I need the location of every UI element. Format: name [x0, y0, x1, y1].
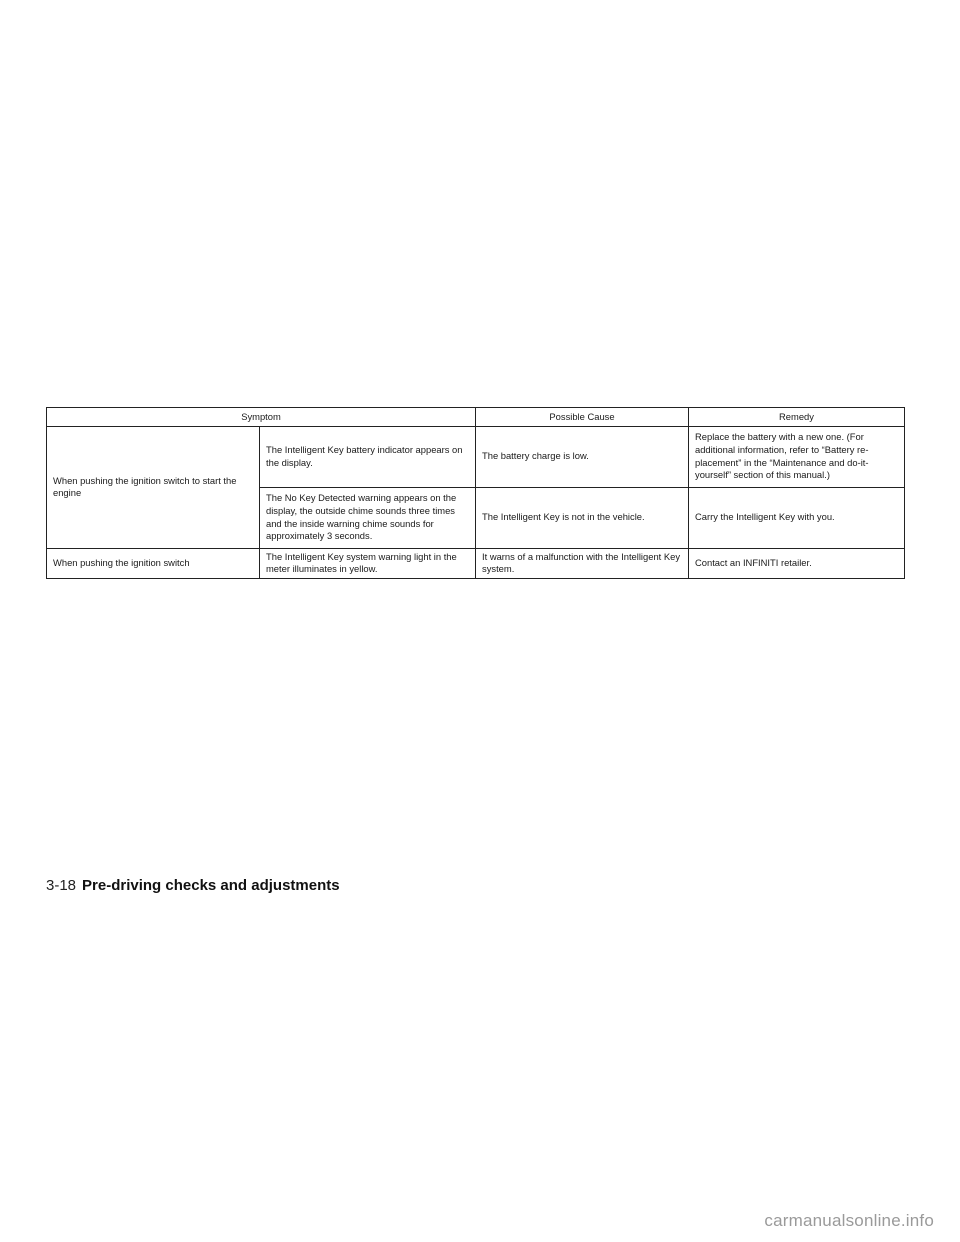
symptom-cell: The No Key Detected warning appears on the display, the outside chime sounds three times and the inside warning chime sounds for approximately 3 seconds.	[260, 487, 476, 548]
symptom-cell: The Intelligent Key battery indicator appears on the display.	[260, 426, 476, 487]
cause-cell: The battery charge is low.	[476, 426, 689, 487]
watermark: carmanualsonline.info	[764, 1211, 934, 1230]
troubleshooting-table	[46, 407, 905, 579]
remedy-cell: Replace the battery with a new one. (For additional information, refer to “Battery re-placement” in the “Maintenance and do-it-yourself” section of this manual.)	[689, 426, 905, 487]
cause-cell: The Intelligent Key is not in the vehicle.	[476, 487, 689, 548]
page-number: 3-18	[46, 877, 77, 894]
symptom-cell: The Intelligent Key system warning light in the meter illuminates in yellow.	[260, 548, 476, 578]
header-symptom: Symptom	[47, 408, 476, 427]
remedy-cell: Contact an INFINITI retailer.	[689, 548, 905, 578]
header-possible-cause: Possible Cause	[476, 408, 689, 427]
table-row	[47, 548, 905, 578]
table-row	[47, 426, 905, 487]
condition-cell: When pushing the ignition switch	[47, 548, 260, 578]
remedy-cell: Carry the Intelligent Key with you.	[689, 487, 905, 548]
cause-cell: It warns of a malfunction with the Intelligent Key system.	[476, 548, 689, 578]
condition-cell: When pushing the ignition switch to start the engine	[47, 426, 260, 548]
section-title: Pre-driving checks and adjustments	[82, 877, 340, 894]
header-remedy: Remedy	[689, 408, 905, 427]
page-footer	[46, 877, 340, 894]
table-header-row	[47, 408, 905, 427]
